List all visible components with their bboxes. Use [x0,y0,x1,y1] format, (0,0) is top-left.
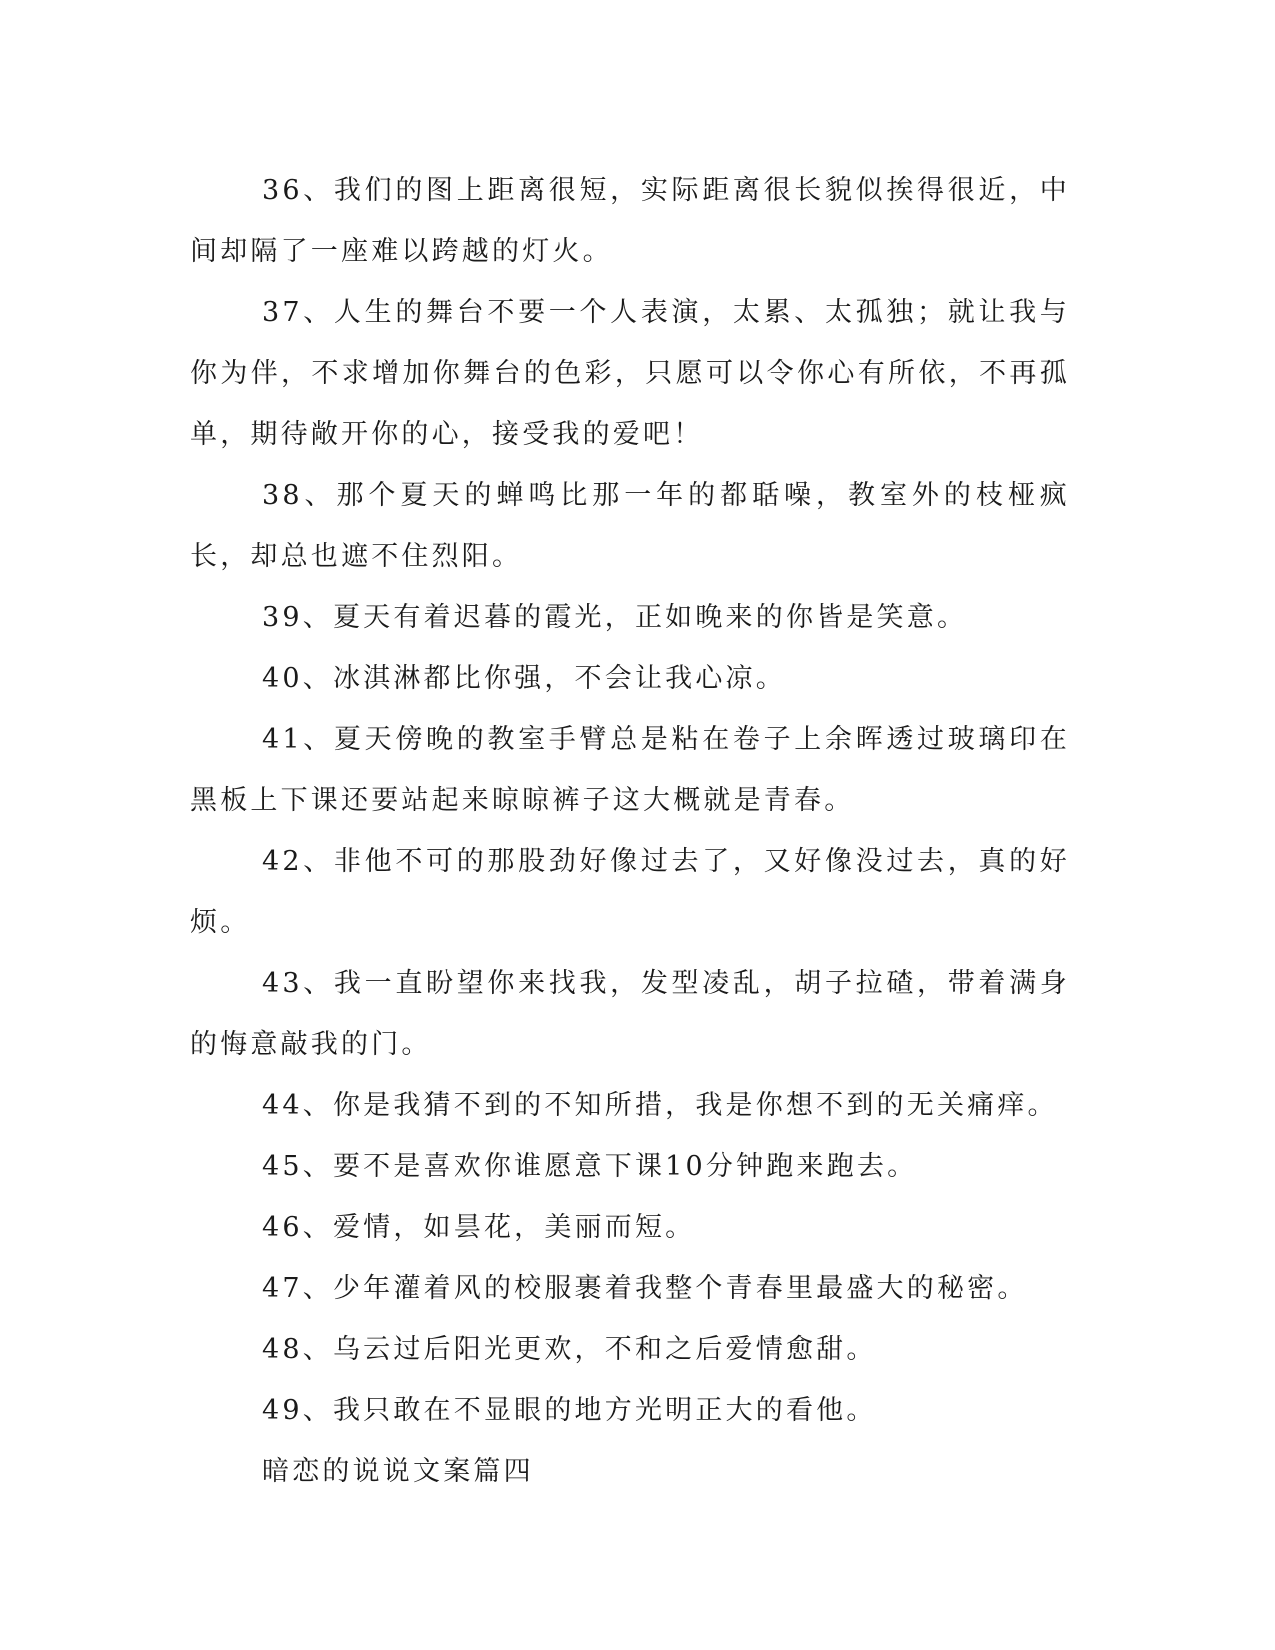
paragraph-41: 41、夏天傍晚的教室手臂总是粘在卷子上余晖透过玻璃印在黑板上下课还要站起来晾晾裤子这大概就是青春。 [190,724,1070,816]
paragraph-47: 47、少年灌着风的校服裹着我整个青春里最盛大的秘密。 [262,1273,1028,1304]
paragraph-37: 37、人生的舞台不要一个人表演，太累、太孤独；就让我与你为伴，不求增加你舞台的色彩，只愿可以令你心有所依，不再孤单，期待敞开你的心，接受我的爱吧！ [190,297,1070,450]
paragraph-43: 43、我一直盼望你来找我，发型凌乱，胡子拉碴，带着满身的悔意敲我的门。 [190,968,1070,1060]
paragraph-44: 44、你是我猜不到的不知所措，我是你想不到的无关痛痒。 [262,1090,1058,1121]
paragraph-39: 39、夏天有着迟暮的霞光，正如晚来的你皆是笑意。 [262,602,968,633]
paragraph-38: 38、那个夏天的蝉鸣比那一年的都聒噪，教室外的枝桠疯长，却总也遮不住烈阳。 [190,480,1070,572]
section-heading: 暗恋的说说文案篇四 [262,1456,534,1487]
paragraph-42: 42、非他不可的那股劲好像过去了，又好像没过去，真的好烦。 [190,846,1070,938]
paragraph-36: 36、我们的图上距离很短，实际距离很长貌似挨得很近，中间却隔了一座难以跨越的灯火。 [190,175,1070,267]
paragraph-45: 45、要不是喜欢你谁愿意下课10分钟跑来跑去。 [262,1151,918,1182]
paragraph-40: 40、冰淇淋都比你强，不会让我心凉。 [262,663,786,694]
paragraph-49: 49、我只敢在不显眼的地方光明正大的看他。 [262,1395,877,1426]
paragraph-48: 48、乌云过后阳光更欢，不和之后爱情愈甜。 [262,1334,877,1365]
document-body [190,160,1070,1502]
paragraph-46: 46、爱情，如昙花，美丽而短。 [262,1212,696,1243]
